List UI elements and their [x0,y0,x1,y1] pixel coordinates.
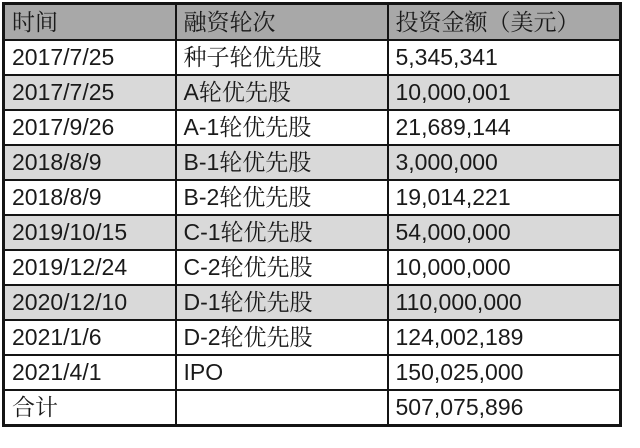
total-label-cell: 合计 [4,390,176,426]
amount-cell: 19,014,221 [388,180,621,215]
date-cell: 2019/12/24 [4,250,176,285]
total-round-cell [176,390,388,426]
funding-rounds-table [2,2,622,427]
round-cell: IPO [176,355,388,390]
column-header-round: 融资轮次 [176,4,388,41]
amount-cell: 150,025,000 [388,355,621,390]
amount-cell: 124,002,189 [388,320,621,355]
header-row [4,4,621,41]
column-header-time: 时间 [4,4,176,41]
date-cell: 2018/8/9 [4,145,176,180]
round-cell: C-2轮优先股 [176,250,388,285]
round-cell: 种子轮优先股 [176,40,388,75]
table-row [4,215,621,250]
table-row [4,145,621,180]
date-cell: 2019/10/15 [4,215,176,250]
round-cell: D-1轮优先股 [176,285,388,320]
date-cell: 2017/7/25 [4,75,176,110]
date-cell: 2021/4/1 [4,355,176,390]
date-cell: 2017/7/25 [4,40,176,75]
table-row [4,355,621,390]
table-row [4,320,621,355]
amount-cell: 3,000,000 [388,145,621,180]
amount-cell: 10,000,000 [388,250,621,285]
total-row [4,390,621,426]
total-amount-cell: 507,075,896 [388,390,621,426]
table-row [4,180,621,215]
round-cell: D-2轮优先股 [176,320,388,355]
column-header-amount: 投资金额（美元） [388,4,621,41]
date-cell: 2020/12/10 [4,285,176,320]
table-row [4,250,621,285]
round-cell: B-1轮优先股 [176,145,388,180]
amount-cell: 5,345,341 [388,40,621,75]
table-row [4,110,621,145]
amount-cell: 54,000,000 [388,215,621,250]
date-cell: 2018/8/9 [4,180,176,215]
amount-cell: 10,000,001 [388,75,621,110]
date-cell: 2021/1/6 [4,320,176,355]
round-cell: A-1轮优先股 [176,110,388,145]
date-cell: 2017/9/26 [4,110,176,145]
table-row [4,40,621,75]
round-cell: A轮优先股 [176,75,388,110]
amount-cell: 110,000,000 [388,285,621,320]
amount-cell: 21,689,144 [388,110,621,145]
funding-table-container [2,2,622,427]
table-row [4,285,621,320]
round-cell: B-2轮优先股 [176,180,388,215]
table-row [4,75,621,110]
round-cell: C-1轮优先股 [176,215,388,250]
